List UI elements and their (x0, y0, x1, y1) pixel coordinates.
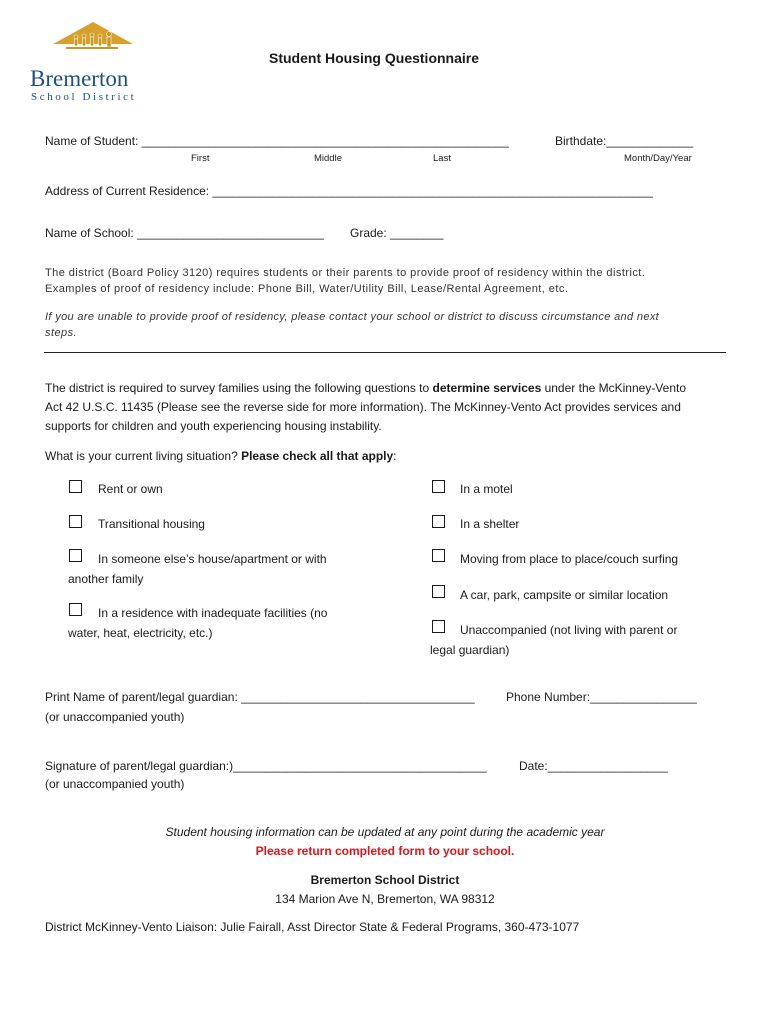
policy-italic-line-1: If you are unable to provide proof of residency, please contact your school or district to discuss circumstance and next (45, 311, 660, 323)
question-text: What is your current living situation? (45, 449, 242, 463)
option-car-park-campsite: A car, park, campsite or similar location (460, 588, 669, 602)
option-shelter: In a shelter (460, 517, 520, 531)
address-field[interactable]: Address of Current Residence: __________________________________________________________________ (45, 184, 653, 198)
checkbox-car-park-campsite[interactable] (432, 585, 445, 598)
unaccompanied-youth-note-1: (or unaccompanied youth) (45, 710, 185, 724)
liaison-contact: District McKinney-Vento Liaison: Julie Fairall, Asst Director State & Federal Programs, 360-473-1077 (45, 920, 580, 934)
first-name-caption: First (191, 153, 210, 164)
school-name-field[interactable]: Name of School: ____________________________ (45, 226, 324, 240)
survey-line-2: Act 42 U.S.C. 11435 (Please see the reverse side for more information). The McKinney-Vento Act provides services and (45, 400, 681, 414)
option-inadequate-facilities-line1: In a residence with inadequate facilities (no (98, 606, 328, 620)
survey-text-c: under the McKinney-Vento (541, 381, 687, 395)
guardian-print-name-field[interactable]: Print Name of parent/legal guardian: ___________________________________ (45, 690, 475, 704)
middle-name-caption: Middle (314, 153, 342, 164)
district-name: Bremerton School District (310, 873, 460, 887)
policy-italic-line-2: steps. (45, 327, 78, 339)
option-couch-surfing: Moving from place to place/couch surfing (460, 552, 679, 566)
policy-line-1: The district (Board Policy 3120) requires students or their parents to provide proof of residency within the district. (45, 267, 646, 279)
phone-number-field[interactable]: Phone Number:________________ (506, 690, 697, 704)
option-someone-elses-house-line1: In someone else’s house/apartment or with (98, 552, 327, 566)
survey-text-bold: determine services (432, 381, 542, 395)
birthdate-field[interactable]: Birthdate:_____________ (555, 134, 694, 148)
option-transitional-housing: Transitional housing (98, 517, 205, 531)
checkbox-transitional-housing[interactable] (69, 515, 82, 528)
last-name-caption: Last (433, 153, 451, 164)
page-title: Student Housing Questionnaire (269, 50, 480, 66)
checkbox-couch-surfing[interactable] (432, 549, 445, 562)
checkbox-someone-elses-house[interactable] (69, 549, 82, 562)
question-end: : (393, 449, 397, 463)
survey-line-1 (45, 381, 686, 395)
living-situation-question (45, 449, 397, 463)
policy-line-2: Examples of proof of residency include: Phone Bill, Water/Utility Bill, Lease/Rental Agreement, etc. (45, 283, 569, 295)
logo-name: Bremerton (30, 66, 129, 91)
survey-text-a: The district is required to survey families using the following questions to (45, 381, 433, 395)
checkbox-unaccompanied[interactable] (432, 620, 445, 633)
logo-roof-graphic (48, 20, 138, 50)
option-unaccompanied-line2: legal guardian) (430, 643, 510, 657)
logo-subtitle: School District (31, 91, 137, 103)
district-address: 134 Marion Ave N, Bremerton, WA 98312 (275, 892, 495, 906)
option-rent-or-own: Rent or own (98, 482, 163, 496)
checkbox-rent-or-own[interactable] (69, 480, 82, 493)
option-motel: In a motel (460, 482, 513, 496)
update-note: Student housing information can be updated at any point during the academic year (165, 825, 605, 839)
date-format-caption: Month/Day/Year (624, 153, 692, 164)
option-inadequate-facilities-line2: water, heat, electricity, etc.) (68, 626, 213, 640)
question-emphasis: Please check all that apply (241, 449, 394, 463)
checkbox-shelter[interactable] (432, 515, 445, 528)
signature-date-field[interactable]: Date:__________________ (519, 759, 668, 773)
option-someone-elses-house-line2: another family (68, 572, 144, 586)
student-name-field[interactable]: Name of Student: _______________________________________________________ (45, 134, 509, 148)
checkbox-motel[interactable] (432, 480, 445, 493)
option-unaccompanied-line1: Unaccompanied (not living with parent or (460, 623, 678, 637)
section-divider (44, 352, 726, 353)
checkbox-inadequate-facilities[interactable] (69, 603, 82, 616)
guardian-signature-field[interactable]: Signature of parent/legal guardian:)______________________________________ (45, 759, 487, 773)
unaccompanied-youth-note-2: (or unaccompanied youth) (45, 777, 185, 791)
survey-line-3: supports for children and youth experiencing housing instability. (45, 419, 382, 433)
return-note: Please return completed form to your school. (255, 844, 515, 858)
grade-field[interactable]: Grade: ________ (350, 226, 444, 240)
